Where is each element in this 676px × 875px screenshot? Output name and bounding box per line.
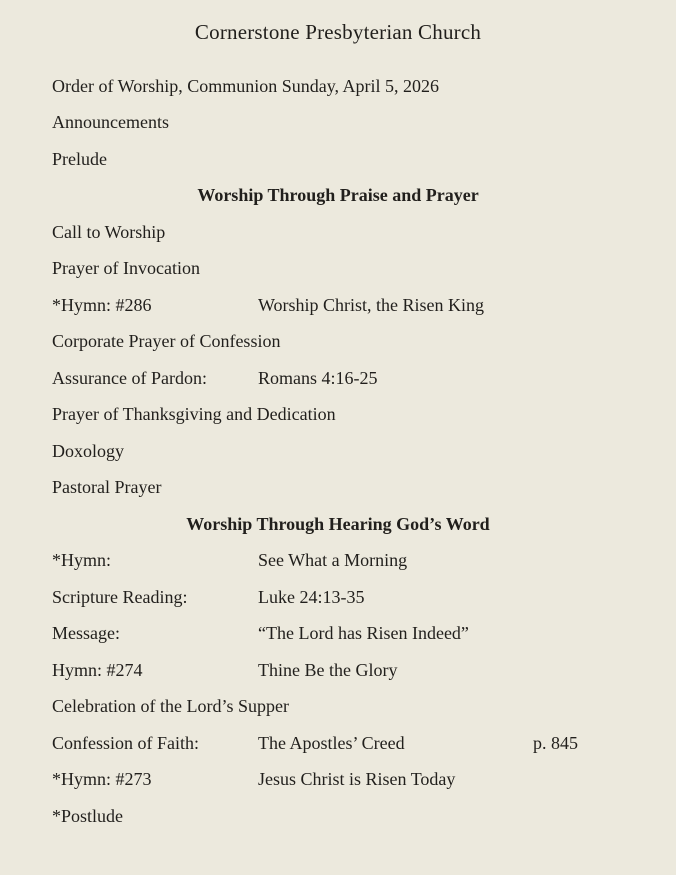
line-label: Message: xyxy=(52,623,120,644)
order-line xyxy=(0,616,676,653)
line-label: Hymn: #274 xyxy=(52,659,143,680)
line-label: Doxology xyxy=(52,440,124,461)
order-line xyxy=(0,433,676,470)
line-label: *Hymn: xyxy=(52,550,112,571)
line-label: Celebration of the Lord’s Supper xyxy=(52,696,289,717)
line-page-reference: p. 845 xyxy=(533,732,578,753)
order-line xyxy=(0,725,676,762)
order-line xyxy=(0,105,676,142)
order-line xyxy=(0,360,676,397)
order-line xyxy=(0,397,676,434)
line-value: Jesus Christ is Risen Today xyxy=(258,769,456,790)
line-label: Scripture Reading: xyxy=(52,586,188,607)
page-title: Cornerstone Presbyterian Church xyxy=(194,20,482,44)
section-heading xyxy=(0,178,676,215)
order-line xyxy=(0,214,676,251)
line-label: Worship Through Praise and Prayer xyxy=(197,185,479,206)
order-of-worship-lines xyxy=(0,68,676,835)
line-label: *Hymn: #273 xyxy=(52,769,152,790)
line-value: Romans 4:16-25 xyxy=(258,367,378,388)
line-value: Worship Christ, the Risen King xyxy=(258,294,485,315)
line-label: *Postlude xyxy=(52,805,124,826)
order-line xyxy=(0,324,676,361)
line-value: “The Lord has Risen Indeed” xyxy=(258,623,469,644)
line-label: Corporate Prayer of Confession xyxy=(52,331,281,352)
line-label: Call to Worship xyxy=(52,221,166,242)
line-label: Worship Through Hearing God’s Word xyxy=(186,513,490,534)
section-heading xyxy=(0,506,676,543)
line-label: Assurance of Pardon: xyxy=(52,367,207,388)
order-line xyxy=(0,798,676,835)
line-label: Prelude xyxy=(52,148,107,169)
order-line xyxy=(0,287,676,324)
order-line xyxy=(0,579,676,616)
order-line xyxy=(0,762,676,799)
line-value: Thine Be the Glory xyxy=(258,659,398,680)
line-label: *Hymn: #286 xyxy=(52,294,152,315)
order-line xyxy=(0,68,676,105)
order-line xyxy=(0,689,676,726)
line-value: The Apostles’ Creed xyxy=(258,732,405,753)
line-label: Prayer of Thanksgiving and Dedication xyxy=(52,404,336,425)
order-line xyxy=(0,251,676,288)
line-label: Order of Worship, Communion Sunday, April 5, 2026 xyxy=(52,75,440,96)
order-line xyxy=(0,141,676,178)
line-label: Prayer of Invocation xyxy=(52,258,200,279)
line-value: Luke 24:13-35 xyxy=(258,586,365,607)
order-line xyxy=(0,543,676,580)
line-value: See What a Morning xyxy=(258,550,408,571)
line-label: Confession of Faith: xyxy=(52,732,199,753)
line-label: Announcements xyxy=(52,112,169,133)
order-line xyxy=(0,470,676,507)
line-label: Pastoral Prayer xyxy=(52,477,162,498)
order-line xyxy=(0,652,676,689)
